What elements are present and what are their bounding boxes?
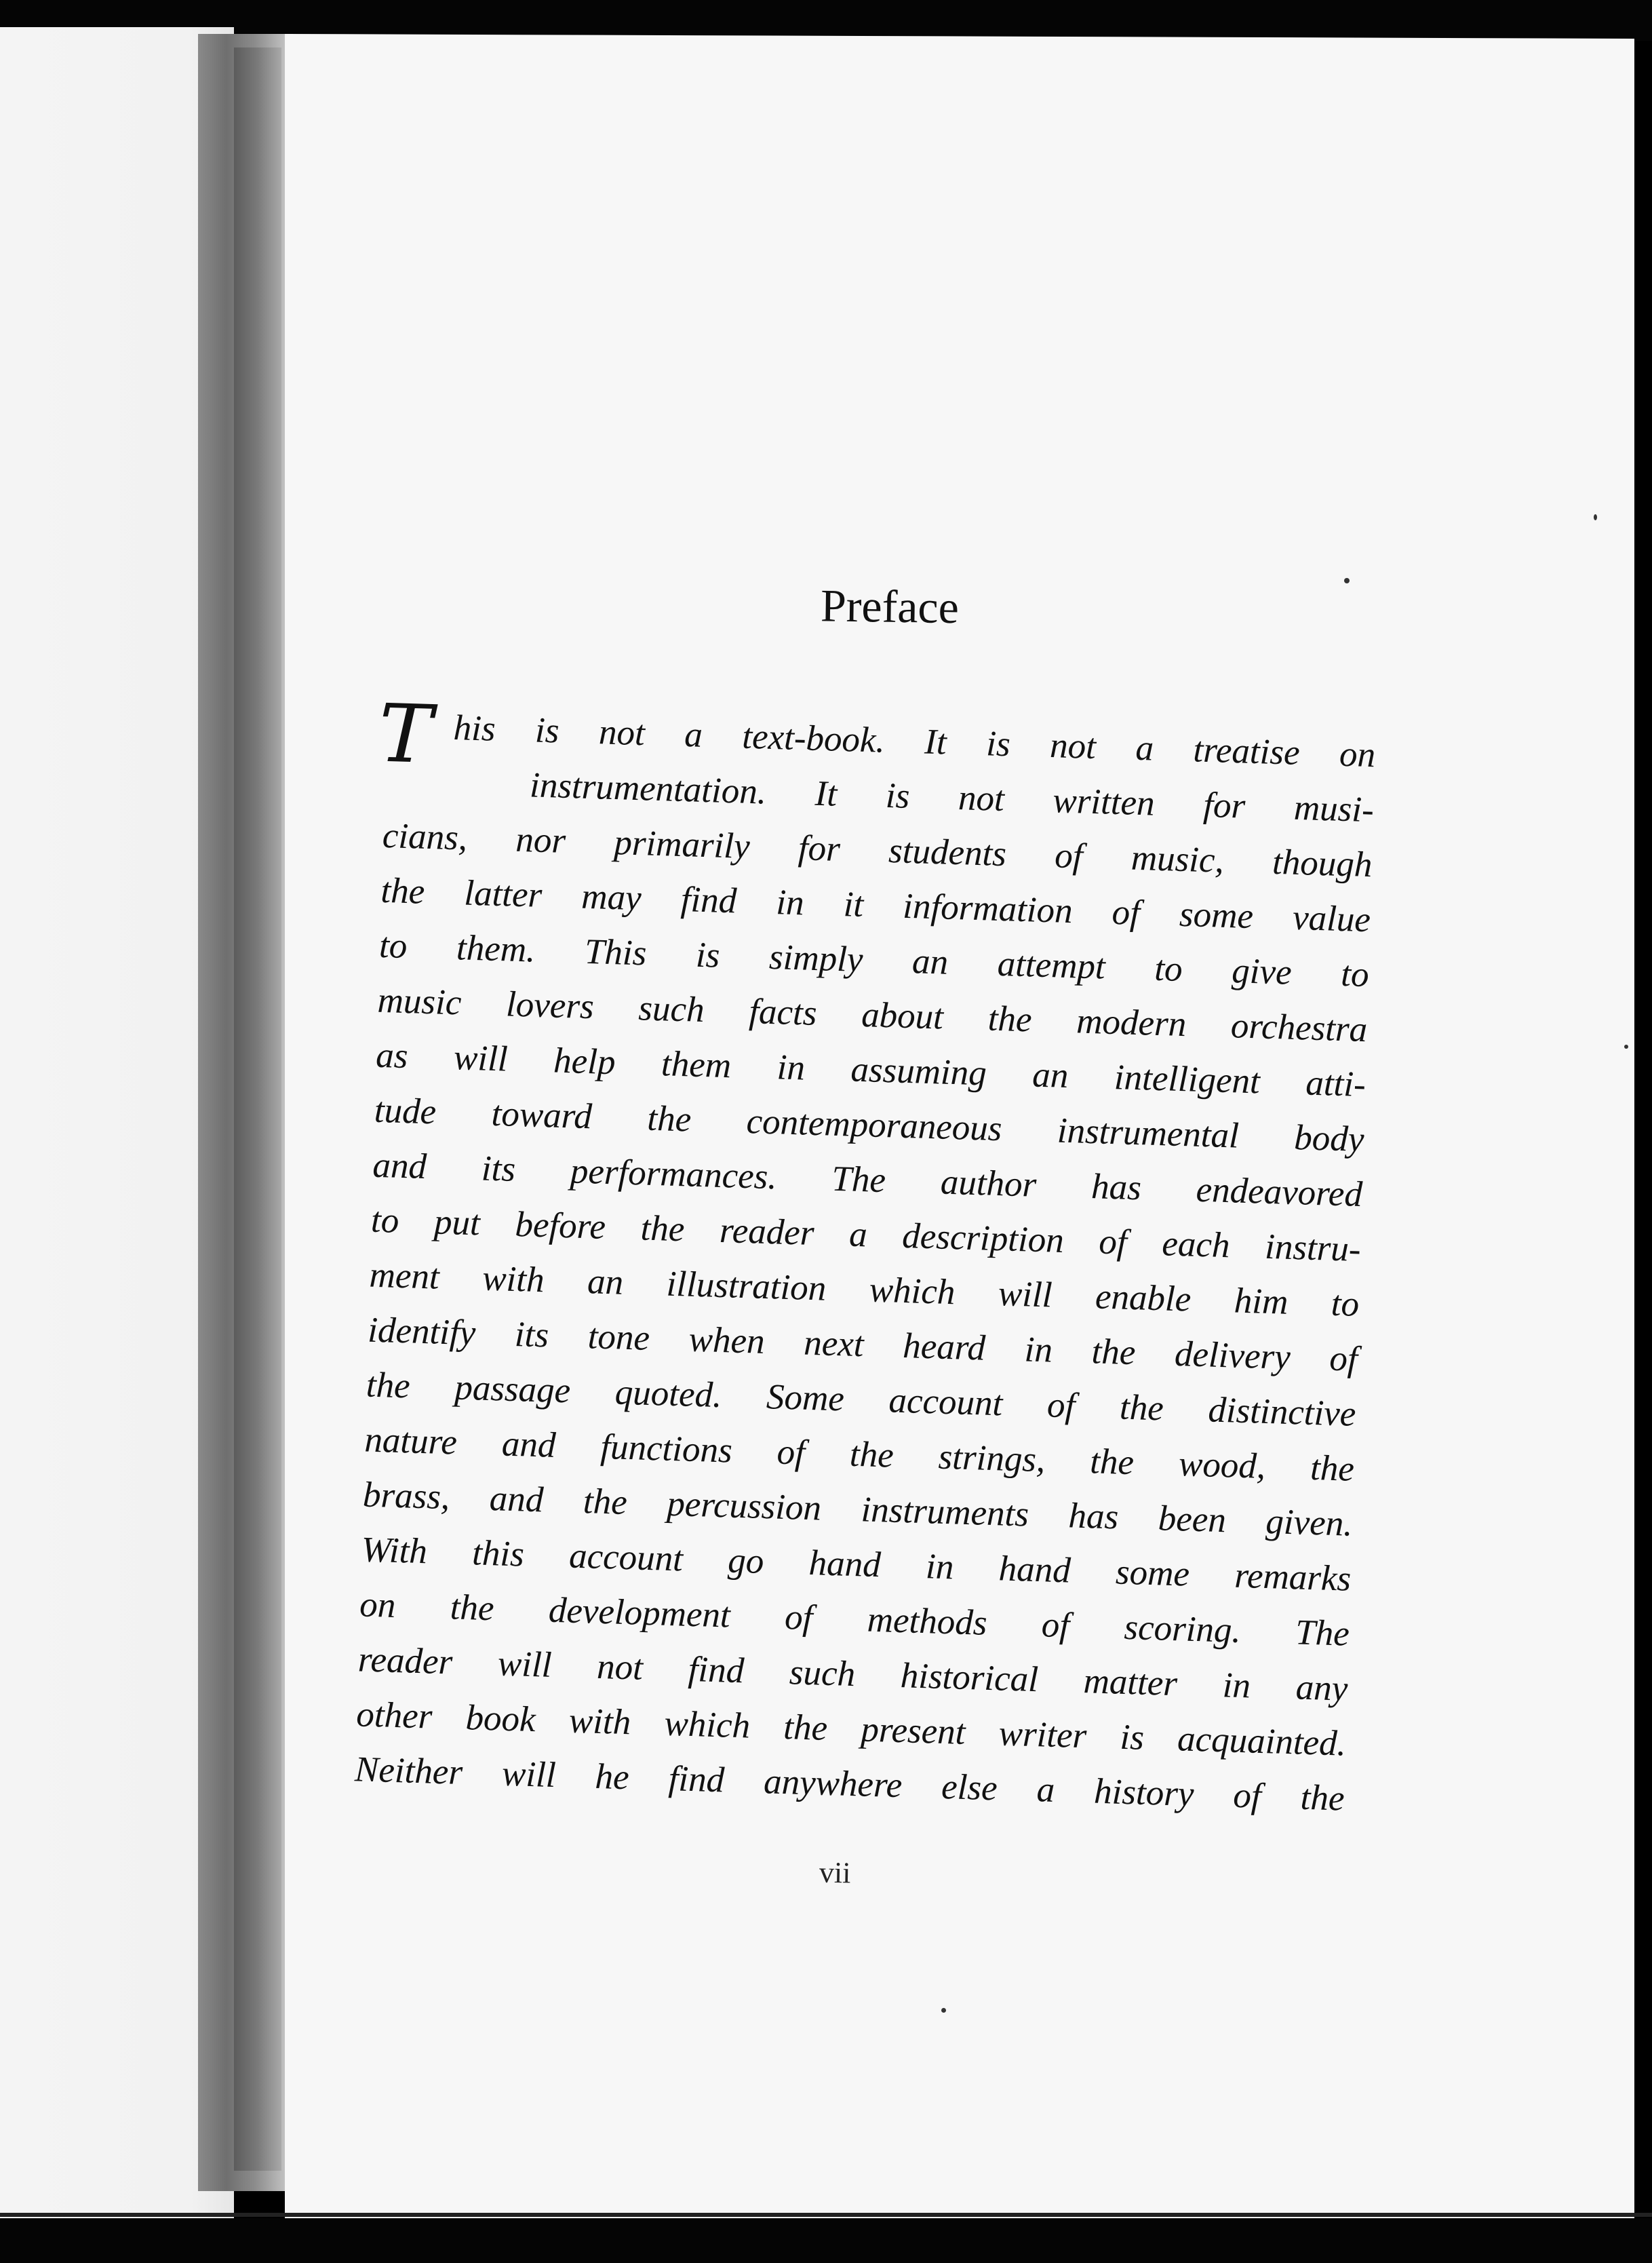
text-line: his is not a text-book. It is not a treatise on xyxy=(452,708,1377,775)
text-line: Neither will he find anywhere else a history of the xyxy=(354,1749,1345,1819)
text-line: music lovers such facts about the modern orchestra xyxy=(376,980,1369,1050)
preface-body xyxy=(354,686,1377,1827)
scan-speck xyxy=(1594,514,1597,520)
drop-cap: T xyxy=(377,686,434,781)
text-line: identify its tone when next heard in the delivery of xyxy=(367,1310,1358,1379)
text-line: With this account go hand in hand some remarks xyxy=(360,1530,1352,1599)
text-line: to put before the reader a description of each instru- xyxy=(370,1200,1362,1269)
text-line: to them. This is simply an attempt to give to xyxy=(378,925,1370,995)
gutter-shadow xyxy=(234,47,281,2171)
text-line: as will help them in assuming an intelligent atti- xyxy=(375,1035,1366,1105)
scan-speck xyxy=(1624,1045,1628,1049)
text-line: reader will not find such historical matter in any xyxy=(357,1640,1349,1709)
scan-speck xyxy=(1344,578,1350,583)
text-line: and its performances. The author has endeavored xyxy=(372,1145,1363,1214)
text-line: tude toward the contemporaneous instrumental body xyxy=(374,1090,1365,1160)
text-line: cians, nor primarily for students of music, though xyxy=(382,815,1373,885)
text-line: the passage quoted. Some account of the distinctive xyxy=(366,1365,1357,1434)
text-line: the latter may find in it information of some value xyxy=(380,870,1371,940)
page-title: Preface xyxy=(820,579,960,634)
text-line: nature and functions of the strings, the wood, the xyxy=(363,1420,1355,1489)
page-number: vii xyxy=(819,1855,851,1890)
scan-edge-line xyxy=(0,2213,1652,2217)
text-line: other book with which the present writer is acquainted. xyxy=(355,1695,1347,1764)
text-line: brass, and the percussion instruments has been given. xyxy=(362,1475,1354,1544)
text-line: instrumentation. It is not written for musi- xyxy=(529,765,1375,830)
text-line: ment with an illustration which will enable him to xyxy=(368,1255,1360,1324)
scan-speck xyxy=(941,2008,946,2013)
text-line: on the development of methods of scoring. The xyxy=(359,1585,1350,1654)
scan-border-bottom xyxy=(0,2218,1652,2263)
